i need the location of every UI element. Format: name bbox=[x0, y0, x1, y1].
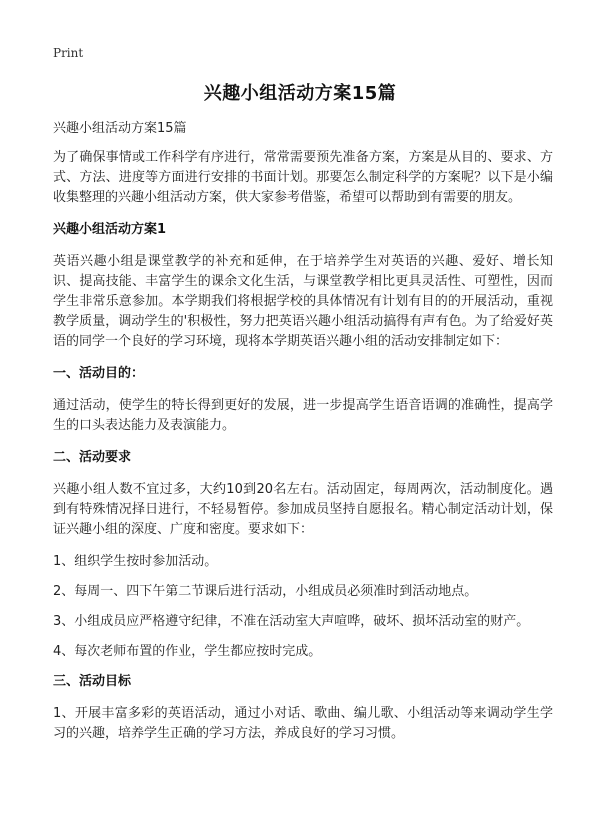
heading-activity-requirements: 二、活动要求 bbox=[53, 450, 132, 465]
list-item: 1、组织学生按时参加活动。 bbox=[53, 554, 218, 569]
purpose-paragraph: 通过活动，使学生的特长得到更好的发展，进一步提高学生语音语调的准确性，提高学生的口头表达能力及表演能力。 bbox=[53, 398, 553, 433]
document-subtitle: 兴趣小组活动方案15篇 bbox=[53, 121, 187, 136]
print-link[interactable]: Print bbox=[53, 46, 84, 60]
requirements-paragraph: 兴趣小组人数不宜过多，大约10到20名左右。活动固定，每周两次，活动制度化。遇到有特殊情况择日进行，不轻易暂停。参加成员坚持自愿报名。精心制定活动计划，保证兴趣小组的深度、广度和密度。要求如下： bbox=[53, 482, 553, 537]
list-item: 1、开展丰富多彩的英语活动，通过小对话、歌曲、编儿歌、小组活动等来调动学生学习的兴趣，培养学生正确的学习方法，养成良好的学习习惯。 bbox=[53, 706, 553, 741]
page-title: 兴趣小组活动方案15篇 bbox=[203, 83, 397, 104]
list-item: 4、每次老师布置的作业，学生都应按时完成。 bbox=[53, 644, 322, 659]
document-body bbox=[53, 119, 553, 756]
list-item: 3、小组成员应严格遵守纪律，不准在活动室大声喧哗，破坏、损坏活动室的财产。 bbox=[53, 614, 530, 629]
section-1-paragraph: 英语兴趣小组是课堂教学的补充和延伸，在于培养学生对英语的兴趣、爱好、增长知识、提高技能、丰富学生的课余文化生活，与课堂教学相比更具灵活性、可塑性，因而学生非常乐意参加。本学期我们将根据学校的具体情况有计划有目的的开展活动，重视教学质量，调动学生的'积极性，努力把英语兴趣小组活动搞得有声有色。为了给爱好英语的同学一个良好的学习环境，现将本学期英语兴趣小组的活动安排制定如下： bbox=[53, 254, 553, 349]
list-item: 2、每周一、四下午第二节课后进行活动，小组成员必须准时到活动地点。 bbox=[53, 584, 478, 599]
heading-activity-purpose: 一、活动目的： bbox=[53, 366, 145, 381]
section-heading-plan-1: 兴趣小组活动方案1 bbox=[53, 222, 167, 237]
heading-activity-goals: 三、活动目标 bbox=[53, 674, 132, 689]
intro-paragraph: 为了确保事情或工作科学有序进行，常常需要预先准备方案，方案是从目的、要求、方式、方法、进度等方面进行安排的书面计划。那要怎么制定科学的方案呢？以下是小编收集整理的兴趣小组活动方案，供大家参考借鉴，希望可以帮助到有需要的朋友。 bbox=[53, 150, 553, 205]
